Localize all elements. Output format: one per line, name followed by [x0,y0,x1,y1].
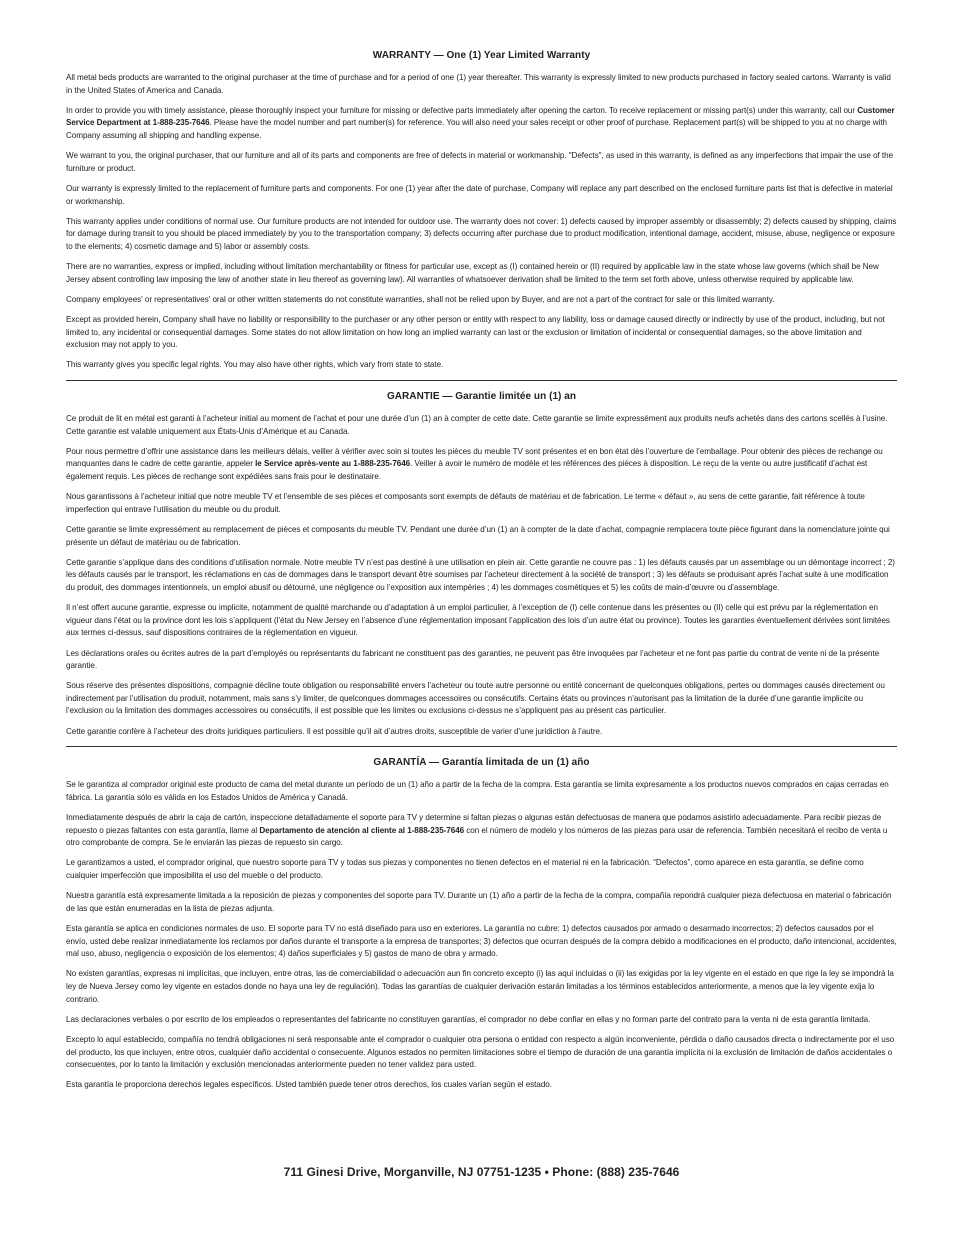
paragraph: Nuestra garantía está expresamente limitada a la reposición de piezas y componentes del soporte para TV. Durante un (1) año a partir de la fecha de la compra, compañía repondrá cualquier pieza defectuosa en material o fabricación de las que están enumeradas en la lista de piezas adjunta. [66,891,892,913]
paragraph: Excepto lo aquí establecido, compañía no tendrá obligaciones ni será responsable ante el comprador o cualquier otra persona o entidad con respecto a algún inconveniente, pérdida o daño causados directa o indirectamente por el uso del producto, los que incluyen, entre otros, cualquier daño accidental o consecuente. Algunos estados no permiten limitaciones sobre el tiempo de duración de una garantía implícita ni la exclusión de limitación de daños accidentales o consecuentes, por lo tanto la limitación y exclusión mencionadas anteriormente pueden no tener validez para usted. [66,1034,895,1070]
warranty-section-spanish [66,757,897,1092]
section-title: GARANTIE — Garantie limitée un (1) an [386,391,577,403]
paragraph: There are no warranties, express or implied, including without limitation merchantability or fitness for particular use, except as (I) contained herein or (II) required by applicable law in the state whose law governs (which shall be New Jersey absent controlling law imposing the law of another state in lieu thereof as governing law). All warranties of whatsoever derivation shall be limited to the term set forth above, unless otherwise required by applicable law. [66,262,879,284]
section-divider [66,746,897,747]
paragraph: All metal beds products are warranted to the original purchaser at the time of purchase and for a period of one (1) year thereafter. This warranty is expressly limited to new products purchased in factory sealed cartons. Warranty is valid in the United States of America and Canada. [66,73,891,95]
paragraph: Our warranty is expressly limited to the replacement of furniture parts and components. For one (1) year after the date of purchase, Company will replace any part described on the enclosed furniture parts list that is defective in material or workmanship. [66,183,893,206]
section-divider [66,380,897,381]
paragraph: Nous garantissons à l’acheteur initial que notre meuble TV et l’ensemble de ses pièces et composants sont exempts de défauts de matériau et de fabrication. Le terme « défaut », au sens de cette garantie, fait référence à toute imperfection qui entrave l’utilisation du meuble ou du produit. [66,492,865,514]
customer-service-phone: Departamento de atención al cliente al 1-888-235-7646 [259,825,465,835]
paragraph: Except as provided herein, Company shall have no liability or responsibility to the purchaser or any other person or entity with respect to any liability, loss or damage caused directly or indirectly by use of the product, including, but not limited to, any incidental or consequential damages. Some states do not allow limitation on how long an implied warranty can last or the exclusion or limitation of incidental or consequential damages, so the above limitation and exclusion may not apply to you. [66,315,885,350]
section-title: WARRANTY — One (1) Year Limited Warranty [372,50,591,61]
warranty-section-french [66,391,897,738]
paragraph: Esta garantía le proporciona derechos legales específicos. Usted también puede tener otros derechos, los cuales varían según el estado. [66,1080,552,1090]
paragraph: Cette garantie s’applique dans des conditions d’utilisation normale. Notre meuble TV n’est pas destiné à une utilisation en plein air. Cette garantie ne couvre pas : 1) les défauts causés par un assemblage ou un démontage incorrect ; 2) les défauts causés par le transport, les réclamations en cas de dommages dans le transport devant être soumises par l’acheteur directement à la société de transport ; 3) les défauts se produisant après l’achat suite à une modification du produit, des dommages intentionnels, un emploi abusif ou détourné, une négligence ou l’exposition aux intempéries ; 4) les dommages cosmétiques et 5) les coûts de main-d’œuvre ou d’assemblage. [66,557,895,592]
paragraph: Il n’est offert aucune garantie, expresse ou implicite, notamment de qualité marchande ou d’adaptation à un emploi particulier, à l’exception de (I) celle contenue dans les présentes ou (II) celle qui est prévu par la réglementation en vigueur dans l’état ou la province dont les lois s’appliquent (l’état du New Jersey en l’absence d’une réglementation imposant l’application des lois d’un autre état ou province). Toutes les garanties éventuellement dérivées sont limitées aux termes ci-dessus, sauf dispositions contraires de la réglementation en vigueur. [66,603,890,638]
customer-service-phone: le Service après-vente au 1-888-235-7646 [255,459,411,469]
paragraph: This warranty applies under conditions of normal use. Our furniture products are not intended for outdoor use. The warranty does not cover: 1) defects caused by improper assembly or disassembly; 2) defects caused by shipping, claims for damage during transit to you should be placed immediately by you to the transportation company; 3) defects occurring after purchase due to product modification, intentional damage, accident, misuse, abuse, negligence or exposure to the elements; 4) cosmetic damage and 5) labor or assembly costs. [66,216,897,251]
paragraph: Sous réserve des présentes dispositions, compagnie décline toute obligation ou responsabilité envers l’acheteur ou toute autre personne ou entité concernant de quelconques obligations, pertes ou dommages causés directement ou indirectement par l’utilisation du produit, notamment, mais sans s’y limiter, de quelconques dommages accessoires ou consécutifs. Certains états ou provinces n’autorisant pas la limitation de la durée d’une garantie implicite ou l’exclusion ou la limitation des dommages accessoires ou consécutifs, il est possible que les limites ou exclusions ci-dessus ne s’appliquent pas au présent cas particulier. [66,681,885,716]
paragraph: Cette garantie confère à l’acheteur des droits juridiques particuliers. Il est possible qu’il ait d’autres droits, susceptible de varier d’une juridiction à l’autre. [66,726,603,736]
section-title: GARANTÍA — Garantía limitada de un (1) año [373,757,590,769]
paragraph: No existen garantías, expresas ni implícitas, que incluyen, entre otras, las de comerciabilidad o adecuación aun fin concreto excepto (i) las aquí incluidas o (ii) las exigidas por la ley vigente en el estado en que rige la ley se impondrá la ley de Nueva Jersey como ley vigente en estados donde no haya una ley de regulación). Todas las garantías de cualquier derivación estarán limitadas a los términos establecidos anteriormente, a menos que la ley vigente exija lo contrario. [66,969,894,1004]
paragraph: In order to provide you with timely assistance, please thoroughly inspect your furniture for missing or defective parts immediately after opening the carton. To receive replacement or missing part(s) under this warranty, call our Customer Service Department at 1-888-235-7646. Please have the model number and part number(s) for reference. You will also need your sales receipt or other proof of purchase. Replacement part(s) will be shipped to you at no charge with Company assuming all shipping and handling expense. [66,105,895,140]
paragraph: Ce produit de lit en métal est garanti à l’acheteur initial au moment de l’achat et pour une durée d’un (1) an à compter de cette date. Cette garantie se limite expressément aux produits neufs achetés dans des cartons scellés à l’usine. Cette garantie est valable uniquement aux États-Unis d’Amérique et au Canada. [66,414,888,436]
customer-service-phone: Customer Service Department at 1-888-235-7646 [66,105,895,128]
paragraph: Les déclarations orales ou écrites autres de la part d’employés ou représentants du fabricant ne constituent pas des garanties, ne peuvent pas être invoquées par l’acheteur et ne font pas partie du contrat de vente ni de la présente garantie. [66,648,880,671]
warranty-section-english [66,50,897,372]
company-address-footer: 711 Ginesi Drive, Morganville, NJ 07751-1235 • Phone: (888) 235-7646 [283,1165,680,1179]
paragraph: This warranty gives you specific legal rights. You may also have other rights, which vary from state to state. [66,360,444,370]
paragraph: Se le garantiza al comprador original este producto de cama del metal durante un período de un (1) año a partir de la fecha de la compra. Esta garantía se limita expresamente a los productos nuevos comprados en cajas cerradas en fábrica. La garantía sólo es válida en los Estados Unidos de América y Canadá. [66,780,889,802]
paragraph: Cette garantie se limite expressément au remplacement de pièces et composants du meuble TV. Pendant une durée d’un (1) an à compter de la date d’achat, compagnie remplacera toute pièce figurant dans la nomenclature jointe qui présente un défaut de matériau ou de fabrication. [66,524,890,547]
paragraph: Pour nous permettre d’offrir une assistance dans les meilleurs délais, veiller à vérifier avec soin si toutes les pièces du meuble TV sont présentes et en bon état dès l’ouverture de l’emballage. Pour obtenir des pièces de rechange ou manquantes dans le cadre de cette garantie, appeler le Service après-vente au 1-888-235-7646. Veiller à avoir le numéro de modèle et les références des pièces à disposition. Le reçu de la vente ou autre justificatif d’achat est également requis. Les pièces de rechange sont expédiées sans frais pour le destinataire. [66,446,883,481]
paragraph: We warrant to you, the original purchaser, that our furniture and all of its parts and components are free of defects in material or workmanship. "Defects", as used in this warranty, is defined as any imperfections that impair the use of the furniture or product. [66,151,894,173]
paragraph: Le garantizamos a usted, el comprador original, que nuestro soporte para TV y todas sus piezas y componentes no tienen defectos en el material ni en la fabricación. “Defectos”, como aparece en esta garantía, se define como cualquier imperfección que imposibilita el uso del mueble o del producto. [66,858,864,880]
paragraph: Inmediatamente después de abrir la caja de cartón, inspeccione detalladamente el soporte para TV y determine si faltan piezas o algunas están defectuosas de manera que podamos asistirlo adecuadamente. Para recibir piezas de repuesto o piezas faltantes con esta garantía, llame al Departamento de atención al cliente al 1-888-235-7646 con el número de modelo y los números de las piezas para usar de referencia. También necesitará el recibo de venta u otro comprobante de compra. Se le enviarán las piezas de repuesto sin cargo. [66,813,888,848]
paragraph: Las declaraciones verbales o por escrito de los empleados o representantes del fabricante no constituyen garantías, el comprador no debe confiar en ellas y no forman parte del contrato para la venta ni de esta garantía limitada. [66,1014,871,1024]
paragraph: Esta garantía se aplica en condiciones normales de uso. El soporte para TV no está diseñado para uso en exteriores. La garantía no cubre: 1) defectos causados por armado o desarmado incorrectos; 2) defectos causados por el envío, usted debe realizar inmediatamente los reclamos por daños durante el transporte a la empresa de transportes; 3) defectos que ocurran después de la compra debido a modificaciones en el producto, daño intencional, accidentes, mal uso, abuso, negligencia o exposición de los elementos; 4) daños superficiales y 5) gastos de mano de obra y armado. [66,923,897,959]
warranty-document [66,50,897,1099]
paragraph: Company employees' or representatives' oral or other written statements do not constitute warranties, shall not be relied upon by Buyer, and are not a part of the contract for sale or this limited warranty. [66,294,775,304]
